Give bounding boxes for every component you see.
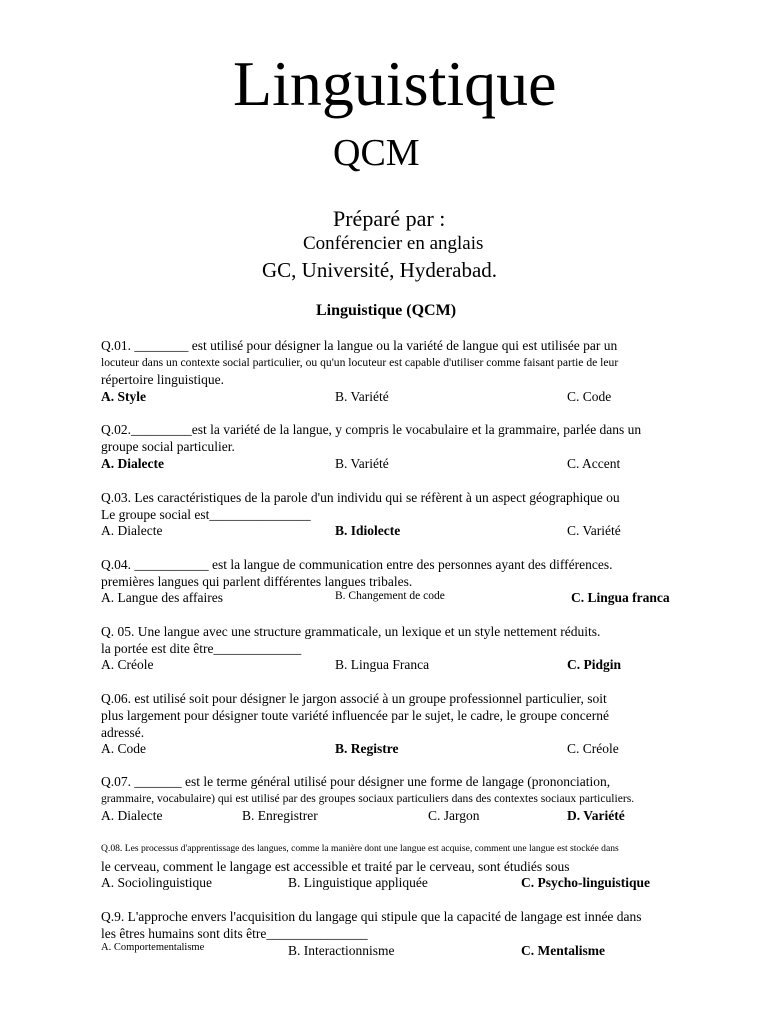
question-line: locuteur dans un contexte social particulier, ou qu'un locuteur est capable d'utiliser comme faisant partie de leur (101, 356, 619, 369)
question-line: adressé. (101, 725, 145, 740)
answer-option: B. Changement de code (335, 590, 445, 602)
question-4 (101, 556, 701, 590)
question-1 (101, 337, 701, 388)
answer-option: A. Comportementalisme (101, 942, 205, 953)
question-line: Q.03. Les caractéristiques de la parole d'un individu qui se réfèrent à un aspect géographique ou (101, 490, 620, 505)
question-line: Q.06. est utilisé soit pour désigner le jargon associé à un groupe professionnel particulier, soit (101, 691, 607, 706)
answer-option-correct: B. Idiolecte (335, 523, 401, 538)
answer-option-correct: C. Psycho-linguistique (521, 875, 651, 890)
question-line: plus largement pour désigner toute variété influencée par le sujet, le cadre, le groupe concerné (101, 708, 610, 723)
section-heading: Linguistique (QCM) (316, 302, 457, 319)
answer-option-correct: D. Variété (567, 808, 625, 823)
answer-option: B. Variété (335, 389, 389, 404)
question-9 (101, 908, 701, 942)
question-line: Q.9. L'approche envers l'acquisition du langage qui stipule que la capacité de langage est innée dans (101, 909, 642, 924)
question-line: Q. 05. Une langue avec une structure grammaticale, un lexique et un style nettement réduits. (101, 624, 601, 639)
answer-option: A. Créole (101, 657, 154, 672)
answer-option: B. Variété (335, 456, 389, 471)
answer-option: C. Jargon (428, 808, 480, 823)
question-line: Q.01. ________ est utilisé pour désigner la langue ou la variété de langue qui est utilisée par un (101, 338, 618, 353)
question-line: Q.04. ___________ est la langue de communication entre des personnes ayant des différences. (101, 557, 613, 572)
question-3 (101, 489, 701, 523)
answer-option: A. Dialecte (101, 808, 163, 823)
answer-option: B. Linguistique appliquée (288, 875, 428, 890)
question-line: groupe social particulier. (101, 439, 235, 454)
answer-option: B. Enregistrer (242, 808, 318, 823)
question-line: Le groupe social est_______________ (101, 507, 311, 522)
answer-option: A. Langue des affaires (101, 590, 223, 605)
answer-option: B. Lingua Franca (335, 657, 430, 672)
answer-option: C. Créole (567, 741, 619, 756)
question-line: Q.08. Les processus d'apprentissage des langues, comme la manière dont une langue est acquise, comment une langue est stockée dans (101, 843, 619, 854)
institution: GC, Université, Hyderabad. (262, 258, 498, 282)
question-line: premières langues qui parlent différentes langues tribales. (101, 574, 413, 589)
answer-option-correct: C. Lingua franca (571, 590, 670, 605)
answer-option: A. Sociolinguistique (101, 875, 212, 890)
answer-option-correct: C. Mentalisme (521, 943, 605, 958)
question-5 (101, 623, 701, 657)
answer-option: C. Code (567, 389, 612, 404)
question-2 (101, 421, 701, 455)
answer-option: B. Interactionnisme (288, 943, 395, 958)
answer-option: C. Accent (567, 456, 621, 471)
answer-option-correct: A. Dialecte (101, 456, 164, 471)
question-6 (101, 690, 701, 741)
answer-option: A. Code (101, 741, 146, 756)
question-line: Q.02._________est la variété de la langue, y compris le vocabulaire et la grammaire, parlée dans un (101, 422, 642, 437)
question-line: les êtres humains sont dits être_______________ (101, 926, 368, 941)
answer-option: A. Dialecte (101, 523, 163, 538)
question-line: répertoire linguistique. (101, 372, 224, 387)
question-7 (101, 773, 701, 807)
question-8 (101, 840, 701, 875)
answer-option-correct: C. Pidgin (567, 657, 622, 672)
answer-option: C. Variété (567, 523, 621, 538)
question-line: Q.07. _______ est le terme général utilisé pour désigner une forme de langage (prononciation, (101, 774, 611, 789)
question-line: le cerveau, comment le langage est accessible et traité par le cerveau, sont étudiés sous (101, 859, 570, 874)
question-line: grammaire, vocabulaire) qui est utilisé par des groupes sociaux particuliers dans des contextes sociaux particuliers. (101, 792, 635, 805)
answer-option-correct: A. Style (101, 389, 146, 404)
question-line: la portée est dite être_____________ (101, 641, 302, 656)
document-subtitle: QCM (333, 132, 420, 174)
answer-option-correct: B. Registre (335, 741, 399, 756)
document-title: Linguistique (233, 48, 557, 119)
author-role: Conférencier en anglais (303, 233, 484, 254)
prepared-by-label: Préparé par : (333, 206, 446, 231)
